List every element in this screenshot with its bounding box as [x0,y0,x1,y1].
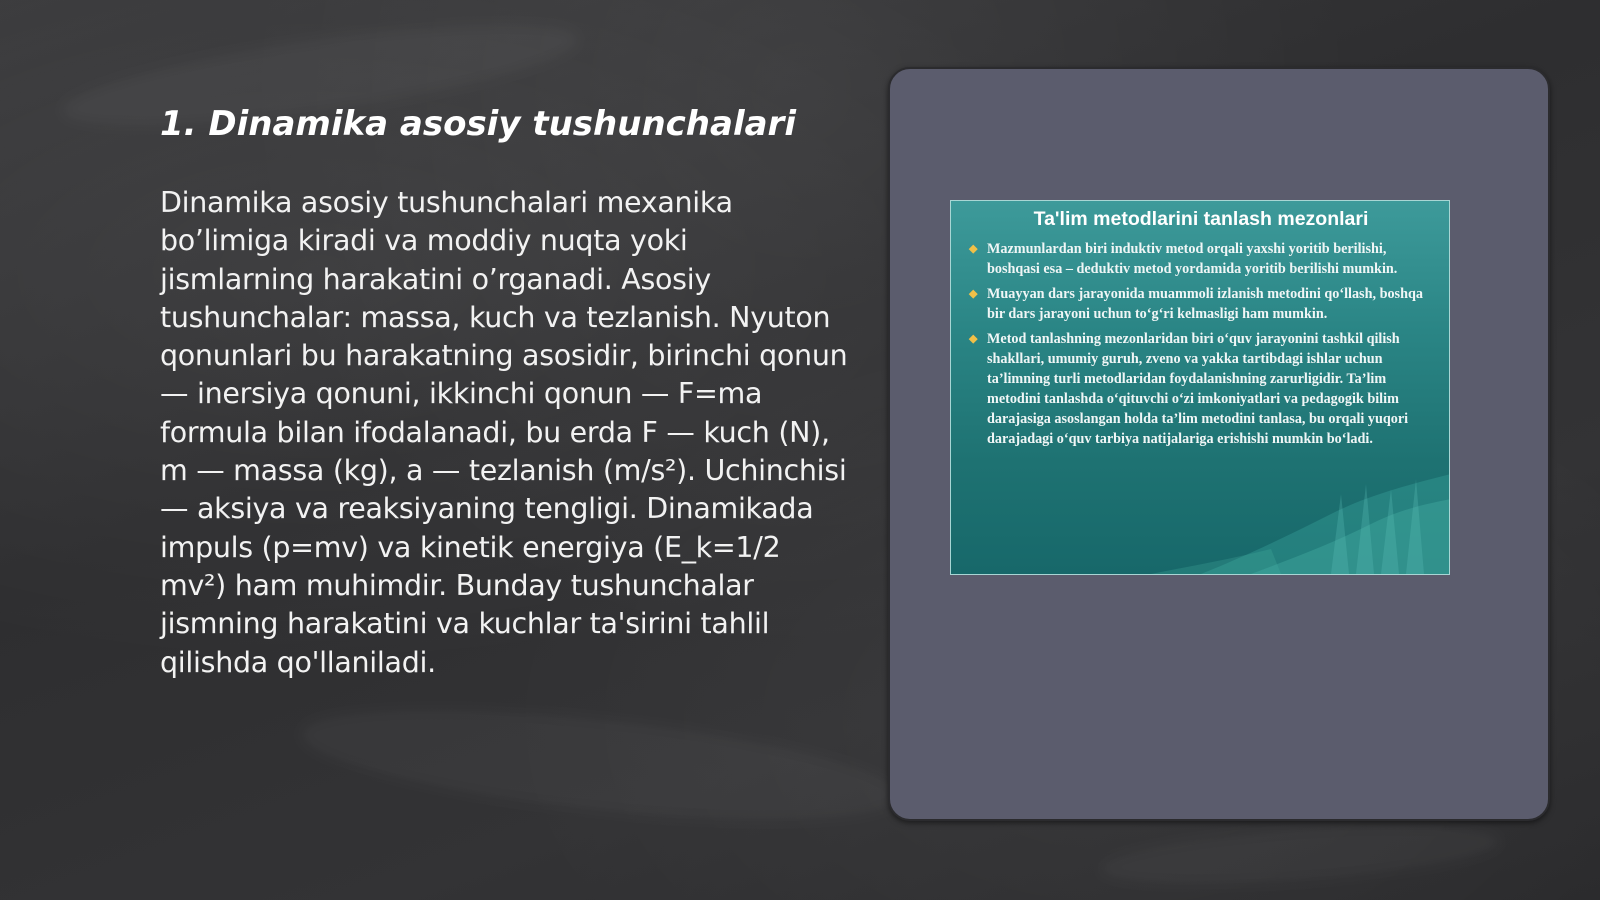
list-item [969,284,1429,324]
embedded-slide-image [950,200,1450,575]
chalk-texture [297,689,903,841]
slide-title: 1. Dinamika asosiy tushunchalari [160,104,796,144]
embedded-slide-title: Ta'lim metodlarini tanlash mezonlari [1033,208,1369,230]
list-item-text: Muayyan dars jarayonida muammoli izlanish metodini qo‘llash, boshqa bir dars jarayoni uchun to‘g‘ri kelmasligi ham mumkin. [987,286,1423,322]
diamond-bullet-icon: ◆ [969,288,978,300]
chalk-texture [1099,816,1502,894]
diamond-bullet-icon: ◆ [969,243,978,255]
list-item-text: Mazmunlardan biri induktiv metod orqali yaxshi yoritib berilishi, boshqasi esa – deduktiv metod yordamida yoritib berilishi mumkin. [987,241,1398,277]
list-item-text: Metod tanlashning mezonlaridan biri o‘quv jarayonini tashkil qilish shakllari, umumiy guruh, zveno va yakka tartibdagi ishlar uchun ta’limning turli metodlaridan foydalanishning zarurligidir. Ta’lim metodini tanlashda o‘qituvchi o‘zi imkoniyatlari va pedagogik bilim darajasiga asoslangan holda ta’lim metodini tanlasa, bu orqali yuqori darajadagi o‘quv tarbiya natijalariga erishishi mumkin bo‘ladi. [987,331,1409,447]
embedded-slide-list [969,239,1429,454]
list-item [969,329,1429,449]
diamond-bullet-icon: ◆ [969,333,978,345]
body-paragraph: Dinamika asosiy tushunchalari mexanika bo’limiga kiradi va moddiy nuqta yoki jismlarning harakatini o’rganadi. Asosiy tushunchalar: massa, kuch va tezlanish. Nyuton qonunlari bu harakatning asosidir, birinchi qonun — inersiya qonuni, ikkinchi qonun — F=ma formula bilan ifodalanadi, bu erda F — kuch (N), m — massa (kg), a — tezlanish (m/s²). Uchinchisi — aksiya va reaksiyaning tengligi. Dinamikada impuls (p=mv) va kinetik energiya (E_k=1/2 mv²) ham muhimdir. Bunday tushunchalar jismning harakatini va kuchlar ta'sirini tahlil qilishda qo'llaniladi. [160,186,848,679]
list-item [969,239,1429,279]
wave-decoration [951,454,1450,574]
